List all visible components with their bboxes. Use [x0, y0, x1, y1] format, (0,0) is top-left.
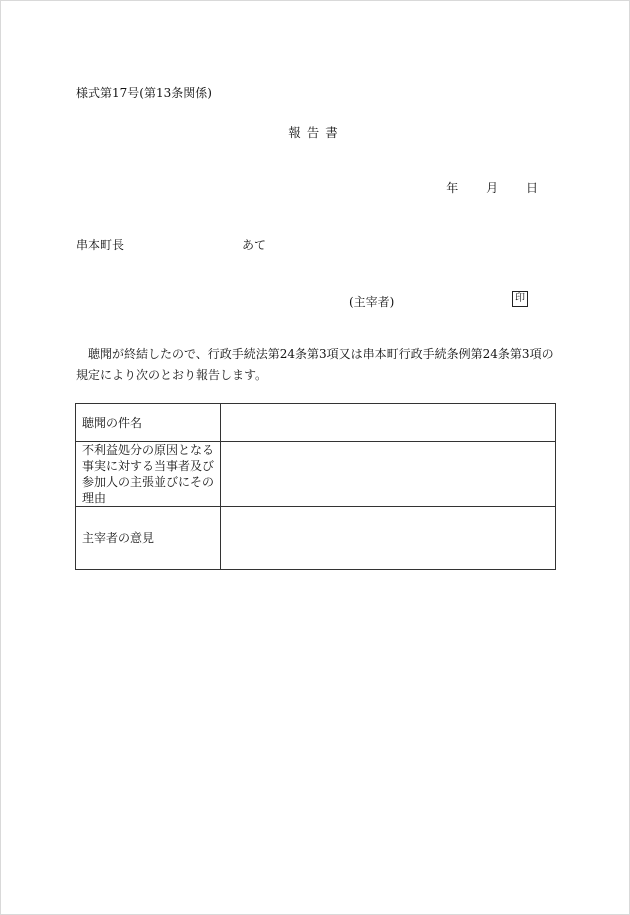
addressee-name: 串本町長: [76, 238, 125, 252]
report-table: [75, 403, 556, 570]
table-row: [76, 404, 556, 442]
document-title: 報告書: [288, 125, 344, 140]
row-label-presider-opinion: 主宰者の意見: [76, 507, 221, 570]
table-row: [76, 442, 556, 507]
author-role-label: (主宰者): [349, 295, 395, 309]
row-value-hearing-subject: [221, 404, 556, 442]
table-row: [76, 507, 556, 570]
row-label-claims: 不利益処分の原因となる事実に対する当事者及び参加人の主張並びにその理由: [76, 442, 221, 507]
row-value-claims: [221, 442, 556, 507]
report-body-text: 聴聞が終結したので、行政手続法第24条第3項又は串本町行政手続条例第24条第3項の規定により次のとおり報告します。: [76, 347, 554, 382]
seal-mark: 印: [512, 291, 528, 307]
date-day-label: 日: [525, 181, 538, 195]
date-year-label: 年: [446, 181, 459, 195]
addressee-suffix: あて: [242, 238, 267, 252]
row-label-hearing-subject: 聴聞の件名: [76, 404, 221, 442]
date-line: [446, 179, 538, 196]
form-number: 様式第17号(第13条関係): [76, 86, 212, 100]
date-month-label: 月: [486, 181, 499, 195]
row-value-presider-opinion: [221, 507, 556, 570]
